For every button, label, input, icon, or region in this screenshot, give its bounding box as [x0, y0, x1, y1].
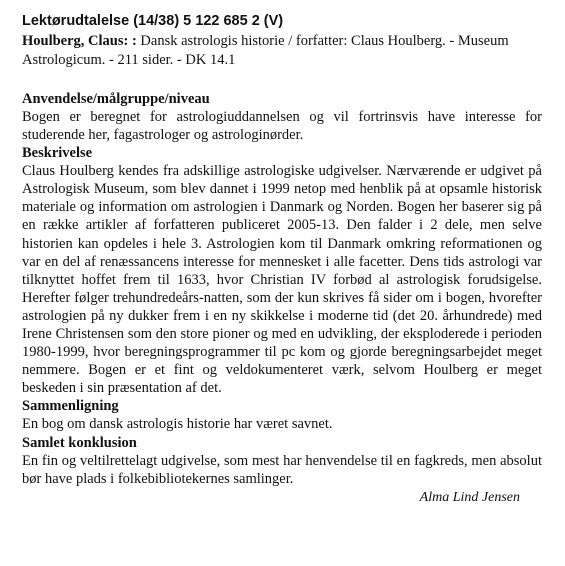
section-text-description: Claus Houlberg kendes fra adskillige astrologiske udgivelser. Nærværende er udgivet på Astrologisk Museum, som blev dannet i 1999 netop med henblik på at opsamle historisk materiale og information om astrologien i Danmark og Norden. Bogen her baserer sig på en række artikler af forfatteren publiceret 2005-13. Den falder i 2 dele, men selve historien kan opdeles i hele 3. Astrologien kom til Danmark omkring reformationen og var en del af renæssancens interesse for mennesket i alle facetter. Dens tids astrologi var tilknyttet hoffet frem til 1633, hvor Christian IV forbød al astrologisk forudsigelse. Herefter følger trehundredeårs-natten, som der kun skrives få sider om i bogen, hvorefter astrologien på ny dukker frem i en ny skikkelse i moderne tid (det 20. århundrede) med Irene Christensen som den store pioner og med en udvikling, der eksploderede i perioden 1980-1999, hvor beregningsprogrammer til pc kom og gjorde beregningsarbejdet meget nemmere. Bogen er et fint og veldokumenteret værk, selvom Houlberg er meget beskeden i sin præsentation af det. [22, 163, 542, 397]
bibliographic-details: Dansk astrologis historie / forfatter: Claus Houlberg. - Museum Astrologicum. - 211 sider. - DK 14.1 [22, 33, 509, 68]
bibliographic-record [22, 32, 542, 70]
review-title: Lektørudtalelse (14/38) 5 122 685 2 (V) [22, 13, 284, 29]
section-text-audience: Bogen er beregnet for astrologiuddannelsen og vil fortrinsvis have interesse for studerende her, fagastrologer og astrologinørder. [22, 109, 542, 144]
section-text-conclusion: En fin og veltilrettelagt udgivelse, som mest har henvendelse til en fagkreds, men absolut bør have plads i folkebibliotekernes samlinger. [22, 452, 542, 487]
review-document [22, 13, 542, 507]
section-text-comparison: En bog om dansk astrologis historie har været savnet. [22, 416, 333, 433]
section-heading-audience: Anvendelse/målgruppe/niveau [22, 91, 210, 107]
reviewer-signature: Alma Lind Jensen [419, 489, 520, 505]
section-heading-comparison: Sammenligning [22, 398, 119, 415]
author-name: Houlberg, Claus: : [22, 33, 137, 49]
section-heading-description: Beskrivelse [22, 145, 93, 162]
section-heading-conclusion: Samlet konklusion [22, 434, 137, 451]
